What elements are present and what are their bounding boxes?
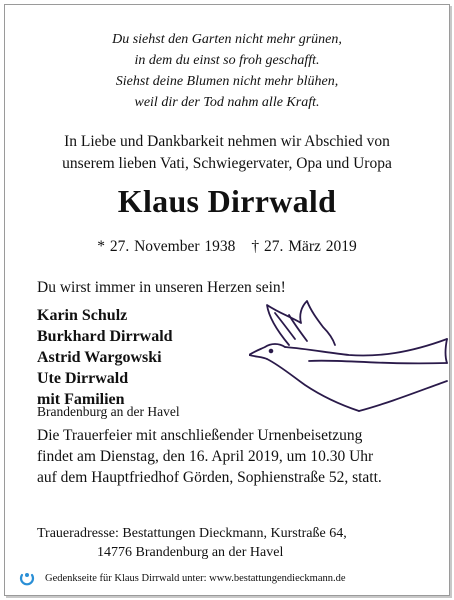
- memorial-logo-icon: [19, 571, 35, 587]
- death-date: † 27. März 2019: [251, 238, 357, 255]
- dove-icon: [249, 299, 449, 417]
- deceased-name: Klaus Dirrwald: [117, 183, 337, 219]
- intro-line: unserem lieben Vati, Schwiegervater, Opa und Uropa: [62, 155, 392, 172]
- poem-line: weil dir der Tod nahm alle Kraft.: [134, 95, 320, 110]
- memorial-page-link[interactable]: Gedenkseite für Klaus Dirrwald unter: www.bestattungendieckmann.de: [45, 573, 346, 584]
- poem: [5, 29, 449, 113]
- mourner-name: Astrid Wargowski: [37, 349, 162, 366]
- memorial-page-footer: [19, 571, 346, 587]
- mourning-address: [37, 524, 347, 562]
- mourners-list: [37, 305, 173, 410]
- birth-date: * 27. November 1938: [97, 238, 236, 255]
- location: Brandenburg an der Havel: [37, 404, 180, 419]
- intro-text: [5, 131, 449, 175]
- poem-line: Siehst deine Blumen nicht mehr blühen,: [115, 74, 339, 89]
- life-dates: [5, 237, 449, 257]
- intro-line: In Liebe und Dankbarkeit nehmen wir Abschied von: [64, 133, 390, 150]
- ceremony-line: findet am Dienstag, den 16. April 2019, um 10.30 Uhr: [37, 448, 374, 465]
- ceremony-line: Die Trauerfeier mit anschließender Urnenbeisetzung: [37, 427, 363, 444]
- poem-line: Du siehst den Garten nicht mehr grünen,: [112, 32, 342, 47]
- obituary-notice: [4, 4, 450, 596]
- mourner-name: Karin Schulz: [37, 307, 128, 324]
- ceremony-line: auf dem Hauptfriedhof Görden, Sophienstraße 52, statt.: [37, 469, 382, 486]
- address-line: 14776 Brandenburg an der Havel: [97, 545, 284, 560]
- ceremony-info: [37, 425, 382, 488]
- address-line: Traueradresse: Bestattungen Dieckmann, Kurstraße 64,: [37, 526, 347, 541]
- memorial-line: Du wirst immer in unseren Herzen sein!: [37, 279, 286, 296]
- mourner-name: Ute Dirrwald: [37, 370, 129, 387]
- poem-line: in dem du einst so froh geschafft.: [134, 53, 320, 68]
- mourner-name: Burkhard Dirrwald: [37, 328, 173, 345]
- mourner-name: mit Familien: [37, 391, 125, 408]
